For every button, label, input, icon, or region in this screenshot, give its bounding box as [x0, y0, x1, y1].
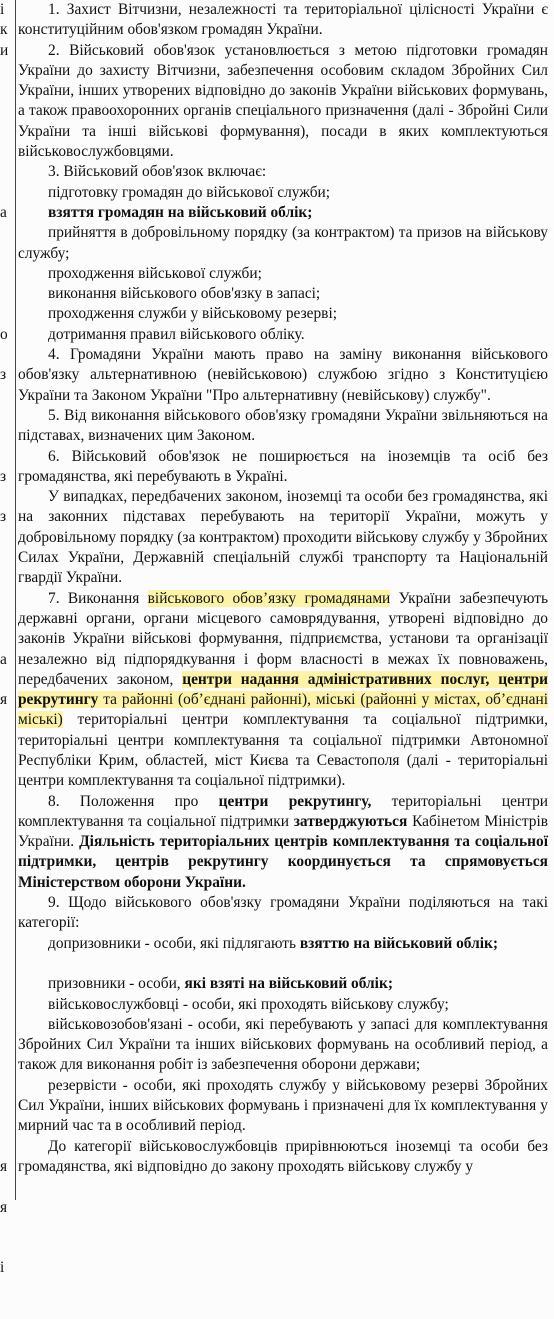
- left-column-fragment: [0, 447, 14, 467]
- left-column-fragment: з: [0, 508, 7, 526]
- left-column-fragment: [0, 244, 14, 264]
- left-column-fragment: [0, 1055, 14, 1075]
- left-column-fragment: о: [0, 325, 8, 343]
- left-column-fragment: [0, 386, 14, 406]
- text-run: територіальні центри комплектування та соціальної підтримки, територіальні центри комплектування та соціальної підтримки Автономної Республіки Крим, областей, міст Києва та Севастополя (далі - територіальні центри комплектування та соціальної підтримки).: [18, 711, 548, 790]
- document-text: [18, 0, 548, 1177]
- left-column-fragment: [0, 893, 14, 913]
- left-column-fragment: [0, 61, 14, 81]
- text-run: резервісти - особи, які проходять службу у військовому резерві Збройних Сил України, інших військових формувань і призначені для їх комплектування у мирний час та в особливий період.: [18, 1076, 548, 1135]
- text-run: 5. Від виконання військового обов'язку громадяни України звільняються на підставах, визначених цим Законом.: [18, 406, 548, 445]
- paragraph: [18, 41, 548, 163]
- left-column-fragment: [0, 1218, 14, 1238]
- paragraph: [18, 792, 548, 893]
- left-column-fragment: і: [0, 1, 5, 18]
- bold-text: взяттю на військовий облік;: [299, 934, 499, 952]
- bold-text: центри рекрутингу,: [218, 792, 372, 810]
- left-column-fragment: [0, 284, 14, 304]
- paragraph: [18, 162, 548, 182]
- left-column-fragment: [0, 406, 14, 426]
- left-column-fragment: [0, 771, 14, 791]
- paragraph: [18, 1137, 548, 1178]
- paragraph: [18, 223, 548, 264]
- left-column-fragment: [0, 345, 14, 365]
- left-column-fragment: [0, 832, 14, 852]
- left-column-fragment: и: [0, 41, 9, 59]
- text-run: підготовку громадян до військової служби;: [48, 183, 331, 201]
- left-column-fragment: [0, 1096, 14, 1116]
- left-column-fragment: [0, 426, 14, 446]
- left-column-fragment: [0, 183, 14, 203]
- text-run: 1. Захист Вітчизни, незалежності та територіальної цілісності України є конституційним обов'язком громадян України.: [18, 1, 548, 39]
- text-run: територіальні центри комплектування та соціальної підтримки: [18, 792, 549, 830]
- left-column-fragment: [0, 1137, 14, 1157]
- left-column-fragment: [0, 913, 14, 933]
- left-column-fragment: [0, 528, 14, 548]
- left-column-fragment: [0, 629, 14, 649]
- highlighted-text: центри надання адміністративних послуг, центри рекрутингу: [18, 670, 548, 709]
- paragraph: [18, 183, 548, 203]
- paragraph: [18, 345, 548, 406]
- left-column-fragment: [0, 122, 14, 142]
- paragraph: [18, 284, 548, 304]
- text-run: 6. Військовий обов'язок не поширюється на іноземців та осіб без громадянства, які перебувають в Україні.: [18, 447, 548, 485]
- text-run: допризовники - особи, які підлягають: [48, 934, 300, 952]
- text-run: призовники - особи,: [48, 975, 185, 993]
- left-column-fragment: я: [0, 1198, 8, 1216]
- left-column-edge: [0, 0, 14, 1277]
- left-column-fragment: [0, 142, 14, 162]
- left-column-fragment: к: [0, 21, 8, 39]
- highlighted-text: військового обов’язку громадянами: [147, 589, 391, 607]
- text-run: У випадках, передбачених законом, іноземці та особи без громадянства, які на законних підставах перебувають на території України, можуть у добровільному порядку (за контрактом) проходити військову службу у Збройних Силах України, Державній спеціальній службі транспорту та Національній гвардії України.: [18, 488, 548, 587]
- left-column-fragment: [0, 609, 14, 629]
- paragraph: [18, 974, 548, 994]
- left-column-fragment: [0, 487, 14, 507]
- left-column-fragment: [0, 589, 14, 609]
- text-run: Кабінетом Міністрів України.: [18, 812, 548, 851]
- text-run: До категорії військовослужбовців прирівнюються іноземці та особи без громадянства, які відповідно до закону проходять військову службу у: [18, 1137, 548, 1175]
- left-column-fragment: [0, 101, 14, 121]
- left-column-fragment: [0, 1177, 14, 1197]
- bold-text: взяття громадян на військовий облік;: [48, 203, 313, 221]
- left-column-fragment: [0, 670, 14, 690]
- left-column-fragment: [0, 264, 14, 284]
- left-column-fragment: і: [0, 1259, 5, 1277]
- left-column-fragment: з: [0, 467, 7, 485]
- left-column-fragment: [0, 1035, 14, 1055]
- paragraph: [18, 995, 548, 1015]
- bold-text: затверджуються: [293, 812, 408, 830]
- paragraph: [18, 325, 548, 345]
- text-run: 2. Військовий обов'язок установлюється з метою підготовки громадян України до захисту Вітчизни, забезпечення особовим складом Збройних Сил України, інших утворених відповідно до законів України військових формувань, а також правоохоронних органів спеціального призначення (далі - Збройні Сили України та інші військові формування), посади в яких комплектуються військовослужбовцями.: [18, 41, 548, 161]
- bold-text: Діяльність територіальних центрів комплектування та соціальної підтримки, центрів рекрутингу координується та спрямовується Міністерством оборони України.: [18, 833, 548, 891]
- left-column-fragment: я: [0, 1157, 8, 1175]
- left-column-fragment: [0, 1279, 14, 1299]
- left-column-fragment: [0, 568, 14, 588]
- left-column-fragment: [0, 304, 14, 324]
- text-run: 3. Військовий обов'язок включає:: [48, 163, 267, 181]
- paragraph: [18, 264, 548, 284]
- left-column-fragment: [0, 1015, 14, 1035]
- left-column-fragment: [0, 548, 14, 568]
- left-column-fragment: [0, 812, 14, 832]
- left-column-fragment: [0, 873, 14, 893]
- paragraph: [18, 487, 548, 588]
- left-column-fragment: [0, 792, 14, 812]
- text-run: 7. Виконання: [48, 589, 148, 607]
- left-column-fragment: [0, 1076, 14, 1096]
- text-run: України забезпечують державні органи, органи місцевого самоврядування, утворені відповідно до законів України військові формування, підприємства, установи та організації незалежно від підпорядкування і форм власності в межах їх повноважень, передбачених законом,: [18, 589, 548, 688]
- text-run: 9. Щодо військового обов'язку громадяни України поділяються на такі категорії:: [18, 894, 548, 932]
- left-column-fragment: [0, 1116, 14, 1136]
- left-column-fragment: [0, 852, 14, 872]
- text-run: 8. Положення про: [48, 792, 219, 810]
- left-column-fragment: [0, 731, 14, 751]
- paragraph: [18, 304, 548, 324]
- text-run: дотримання правил військового обліку.: [48, 325, 305, 343]
- left-column-fragment: [0, 1299, 14, 1319]
- left-column-fragment: [0, 710, 14, 730]
- paragraph: [18, 893, 548, 934]
- left-column-fragment: [0, 954, 14, 974]
- left-column-fragment: а: [0, 203, 7, 221]
- left-column-fragment: я: [0, 691, 8, 709]
- left-column-fragment: з: [0, 366, 7, 384]
- paragraph: [18, 0, 548, 41]
- text-run: військовослужбовці - особи, які проходять військову службу;: [48, 995, 449, 1013]
- text-run: 4. Громадяни України мають право на заміну виконання військового обов'язку альтернативною (невійськовою) службою згідно з Конституцією України та Законом України "Про альтернативну (невійськову) службу".: [18, 346, 548, 404]
- column-divider: [15, 0, 16, 1200]
- left-column-fragment: [0, 1238, 14, 1258]
- paragraph: [18, 1015, 548, 1076]
- paragraph: [18, 447, 548, 488]
- paragraph: [18, 589, 548, 792]
- left-column-fragment: [0, 974, 14, 994]
- text-run: прийняття в добровільному порядку (за контрактом) та призов на військову службу;: [18, 224, 548, 262]
- left-column-fragment: [0, 81, 14, 101]
- paragraph: [18, 1076, 548, 1137]
- text-run: виконання військового обов'язку в запасі;: [48, 285, 321, 303]
- left-column-fragment: [0, 162, 14, 182]
- left-column-fragment: [0, 934, 14, 954]
- left-column-fragment: [0, 223, 14, 243]
- left-column-fragment: [0, 751, 14, 771]
- paragraph: [18, 203, 548, 223]
- paragraph: [18, 934, 548, 954]
- text-run: проходження служби у військовому резерві;: [48, 305, 337, 323]
- highlighted-text: та районні (об’єднані районні), міські (районні у містах, об’єднані міські): [18, 691, 548, 729]
- left-column-fragment: [0, 995, 14, 1015]
- text-run: військовозобов'язані - особи, які перебувають у запасі для комплектування Збройних Сил України та інших військових формувань на особливий період, а також для виконання робіт із забезпечення оборони держави;: [18, 1015, 548, 1074]
- text-run: проходження військової служби;: [48, 264, 262, 282]
- left-column-fragment: а: [0, 650, 7, 668]
- bold-text: які взяті на військовий облік;: [184, 975, 393, 993]
- paragraph: [18, 406, 548, 447]
